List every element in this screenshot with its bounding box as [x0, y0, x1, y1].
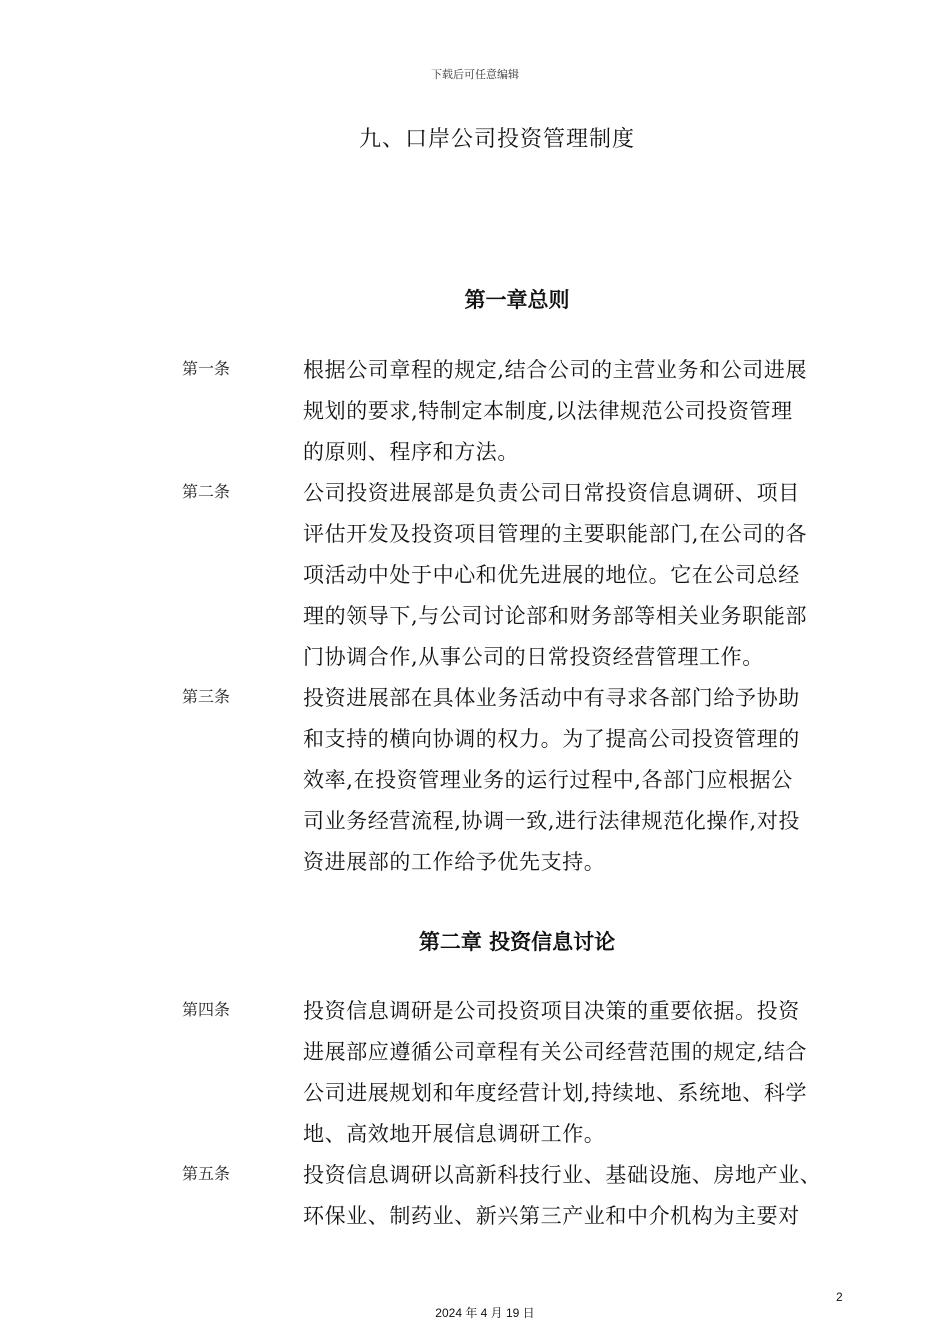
document-title: 九、口岸公司投资管理制度: [358, 127, 635, 152]
article-line: 项活动中处于中心和优先进展的地位。它在公司总经: [303, 563, 800, 587]
article-line: 投资信息调研是公司投资项目决策的重要依据。投资: [303, 999, 800, 1023]
article-line: 根据公司章程的规定,结合公司的主营业务和公司进展: [303, 358, 808, 382]
article-number: 第四条: [182, 1000, 231, 1019]
article-body: [303, 350, 863, 473]
article-number: 第一条: [182, 359, 231, 378]
article-number: 第五条: [182, 1164, 231, 1183]
article-body: [303, 678, 863, 883]
chapter-heading-2: 第二章 投资信息讨论: [418, 930, 616, 954]
article-number: 第二条: [182, 482, 231, 501]
article-line: 的原则、程序和方法。: [303, 440, 519, 464]
article-line: 投资进展部在具体业务活动中有寻求各部门给予协助: [303, 686, 800, 710]
article-line: 公司投资进展部是负责公司日常投资信息调研、项目: [303, 481, 800, 505]
article-line: 和支持的横向协调的权力。为了提高公司投资管理的: [303, 727, 800, 751]
article-body: [303, 1155, 863, 1237]
article-number: 第三条: [182, 687, 231, 706]
footer-date: 2024 年 4 月 19 日: [435, 1306, 535, 1320]
article-line: 规划的要求,特制定本制度,以法律规范公司投资管理: [303, 399, 793, 423]
article-line: 评估开发及投资项目管理的主要职能部门,在公司的各: [303, 522, 808, 546]
article-line: 进展部应遵循公司章程有关公司经营范围的规定,结合: [303, 1040, 808, 1064]
article-body: [303, 473, 863, 678]
article-body: [303, 991, 863, 1155]
page-number: 2: [836, 1290, 843, 1304]
article-line: 司业务经营流程,协调一致,进行法律规范化操作,对投: [303, 809, 801, 833]
article-line: 门协调合作,从事公司的日常投资经营管理工作。: [303, 645, 764, 669]
article-line: 地、高效地开展信息调研工作。: [303, 1122, 606, 1146]
article-line: 理的领导下,与公司讨论部和财务部等相关业务职能部: [303, 604, 808, 628]
article-line: 效率,在投资管理业务的运行过程中,各部门应根据公: [303, 768, 793, 792]
chapter-heading-1: 第一章总则: [464, 288, 570, 312]
article-line: 资进展部的工作给予优先支持。: [303, 850, 606, 874]
article-line: 公司进展规划和年度经营计划,持续地、系统地、科学: [303, 1081, 808, 1105]
article-line: 投资信息调研以高新科技行业、基础设施、房地产业、: [303, 1163, 822, 1187]
header-note: 下载后可任意编辑: [431, 68, 519, 81]
article-line: 环保业、制药业、新兴第三产业和中介机构为主要对: [303, 1204, 800, 1228]
